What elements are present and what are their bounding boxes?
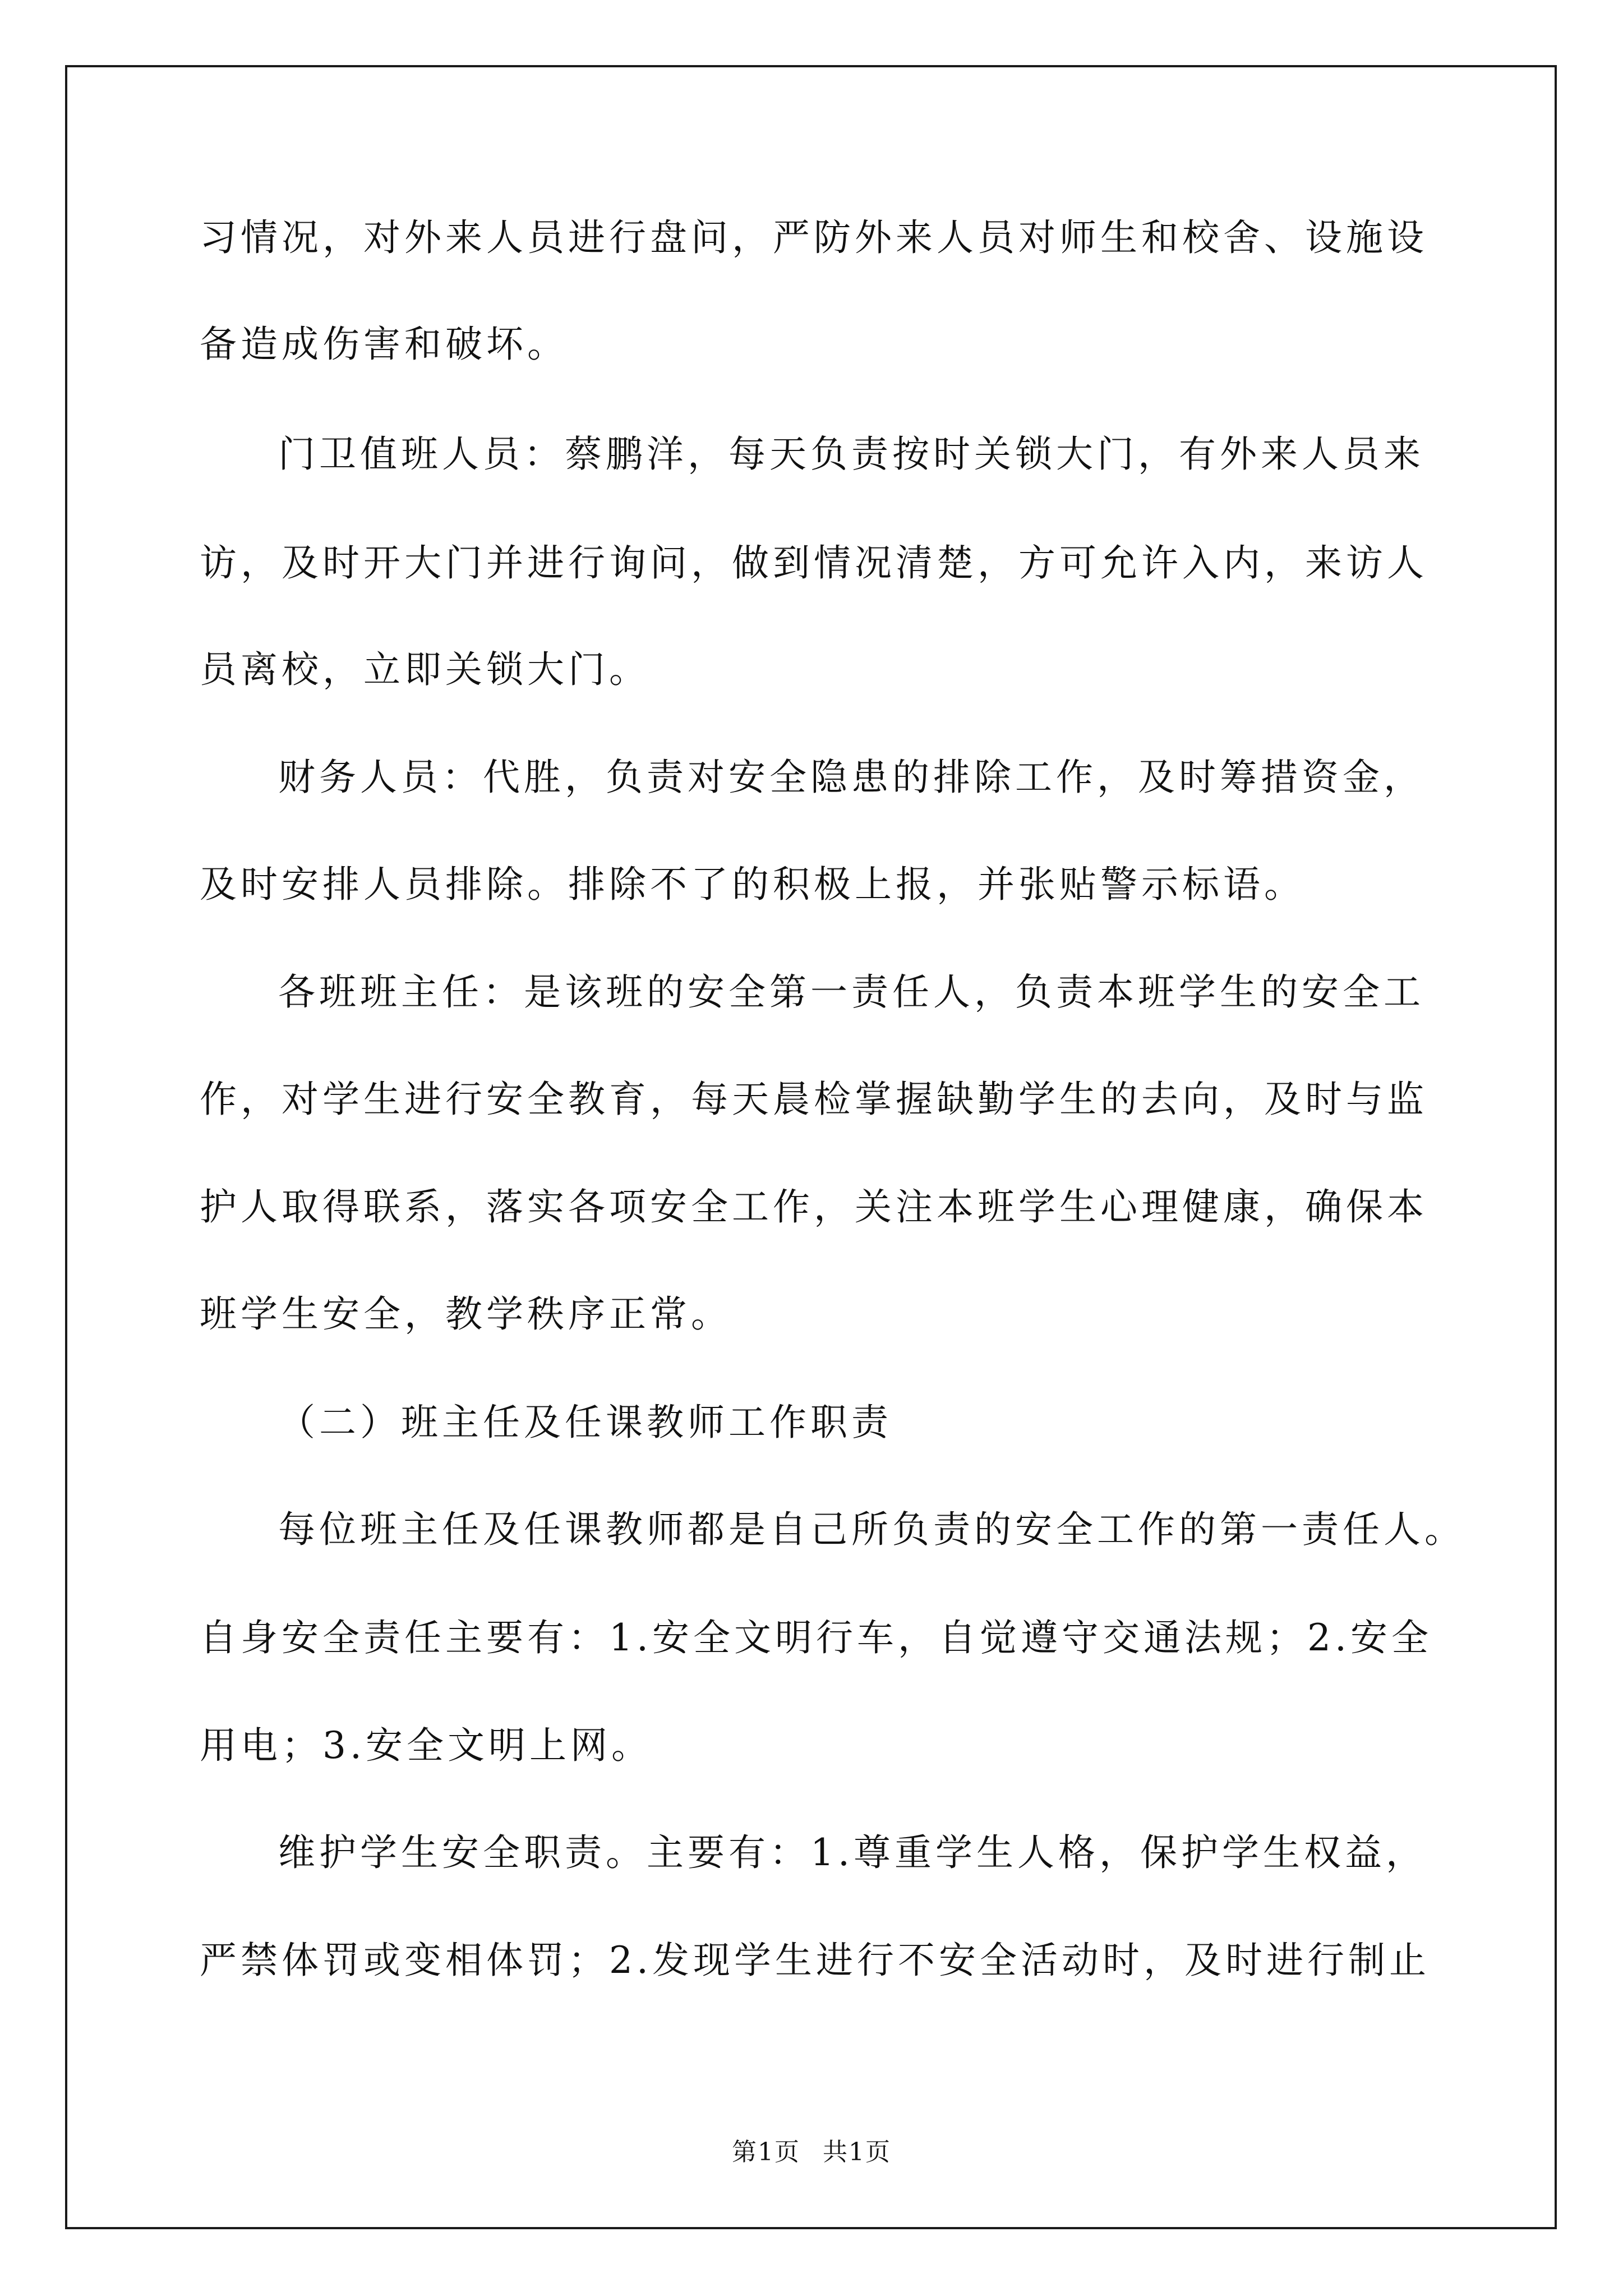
paragraph-start-line: 每位班主任及任课教师都是自己所负责的安全工作的第一责任人。	[278, 1508, 1465, 1551]
section-heading: （二）班主任及任课教师工作职责	[278, 1401, 892, 1444]
page-total: 共1页	[823, 2138, 891, 2166]
paragraph-start-line: 各班班主任：是该班的安全第一责任人，负责本班学生的安全工	[278, 970, 1424, 1014]
text-line: 备造成伤害和破坏。	[200, 323, 568, 366]
text-line: 用电；3.安全文明上网。	[200, 1724, 652, 1767]
page-footer	[0, 2132, 1623, 2168]
page-number: 第1页	[732, 2138, 800, 2166]
text-line: 自身安全责任主要有：1.安全文明行车，自觉遵守交通法规；2.安全	[200, 1616, 1432, 1659]
text-line: 护人取得联系，落实各项安全工作，关注本班学生心理健康，确保本	[200, 1185, 1428, 1228]
paragraph-start-line: 门卫值班人员：蔡鹏洋，每天负责按时关锁大门，有外来人员来	[278, 432, 1424, 476]
text-line: 员离校，立即关锁大门。	[200, 648, 650, 691]
text-line: 习情况，对外来人员进行盘问，严防外来人员对师生和校舍、设施设	[200, 216, 1428, 259]
text-line: 班学生安全，教学秩序正常。	[200, 1292, 732, 1336]
text-line: 作，对学生进行安全教育，每天晨检掌握缺勤学生的去向，及时与监	[200, 1078, 1428, 1121]
page-border	[65, 65, 1557, 2229]
text-line: 严禁体罚或变相体罚；2.发现学生进行不安全活动时，及时进行制止	[200, 1939, 1430, 1982]
paragraph-start-line: 财务人员：代胜，负责对安全隐患的排除工作，及时筹措资金，	[278, 756, 1424, 799]
paragraph-start-line: 维护学生安全职责。主要有：1.尊重学生人格，保护学生权益，	[278, 1831, 1427, 1874]
text-line: 及时安排人员排除。排除不了的积极上报，并张贴警示标语。	[200, 863, 1305, 906]
text-line: 访，及时开大门并进行询问，做到情况清楚，方可允许入内，来访人	[200, 541, 1428, 585]
